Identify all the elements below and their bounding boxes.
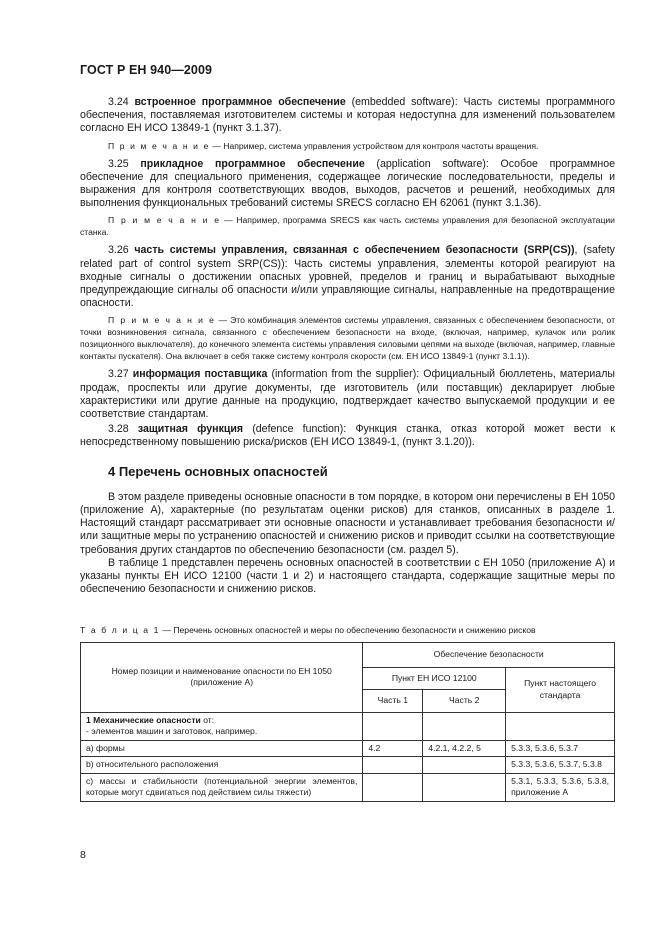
part-2-ref <box>423 757 506 774</box>
definition-3-25 <box>80 158 615 211</box>
table-row <box>81 773 615 801</box>
part-2-ref <box>423 773 506 801</box>
note-text: — Например, система управления устройством для контроля частоты вращения. <box>209 140 539 151</box>
definition-term: информация поставщика <box>132 368 268 381</box>
table-cell <box>423 712 506 740</box>
table-header-row <box>81 643 615 668</box>
header-part-2: Часть 2 <box>423 690 506 713</box>
definition-text: (embedded software): Часть системы программного обеспечения, поставляемая изготовителем системы и которая недоступна для изменений пользователем согласно ЕН ИСО 13849-1 (пункт 3.1.37). <box>80 96 615 135</box>
hazard-name: b) относительного расположения <box>81 757 363 774</box>
part-1-ref: 4.2 <box>363 740 423 757</box>
header-iso-12100: Пункт ЕН ИСО 12100 <box>363 667 506 690</box>
group-suffix: от: <box>200 714 215 725</box>
note-text: — Например, программа SRECS как часть системы управления для безопасной эксплуатации станка. <box>80 215 615 238</box>
standard-ref: 5.3.3, 5.3.6, 5.3.7, 5.3.8 <box>506 757 615 774</box>
definition-3-26 <box>80 244 615 310</box>
part-2-ref: 4.2.1, 4.2.2, 5 <box>423 740 506 757</box>
definition-text: (defence function): Функция станка, отказ которой может вести к непосредственному повышению риска/рисков (ЕН ИСО 13849-1, (пункт 3.1.20)). <box>80 423 615 449</box>
section-4-paragraph-2: В таблице 1 представлен перечень основных опасностей в соответствии с ЕН 1050 (приложение А) и указаны пункты ЕН ИСО 12100 (части 1 и 2) и настоящего стандарта, содержащие защитные меры по обеспечению безопасности и снижению рисков. <box>80 556 615 596</box>
group-subtitle: - элементов машин и заготовок, например. <box>86 726 258 736</box>
header-safety: Обеспечение безопасности <box>363 643 615 668</box>
table-cell <box>363 712 423 740</box>
header-this-standard: Пункт настоящего стандарта <box>506 667 615 712</box>
group-cell <box>81 712 363 740</box>
definition-number: 3.27 <box>108 368 129 381</box>
part-1-ref <box>363 757 423 774</box>
note-label: П р и м е ч а н и е <box>108 140 210 151</box>
table-caption <box>80 625 536 635</box>
definition-number: 3.24 <box>108 96 129 108</box>
definition-term: прикладное программное обеспечение <box>140 157 365 170</box>
definition-text: (information from the supplier): Официальный бюллетень, материалы продаж, проспекты или другие документы, где изготовитель (или поставщик) декларирует любые характеристики или другие данные на продукцию, подтверждает качество выпускаемой продукции и ее соответствие стандартам. <box>80 368 615 421</box>
definition-3-27 <box>80 368 615 421</box>
page-number: 8 <box>80 849 86 861</box>
note-3-25 <box>80 214 615 238</box>
standard-ref: 5.3.1, 5.3.3, 5.3.6, 5.3.8, приложение А <box>506 773 615 801</box>
hazard-name: a) формы <box>81 740 363 757</box>
header-part-1: Часть 1 <box>363 690 423 713</box>
part-1-ref <box>363 773 423 801</box>
page-body <box>80 94 615 596</box>
table-cell <box>506 712 615 740</box>
header-hazard: Номер позиции и наименование опасности по ЕН 1050 (приложение А) <box>81 643 363 713</box>
section-4-paragraph-1: В этом разделе приведены основные опасности в том порядке, в котором они перечислены в ЕН 1050 (приложение А), характерные (по результатам оценки рисков) для станков, описанных в разделе 1. Настоящий стандарт рассматривает эти основные опасности и устанавливает требования безопасности и/или защитные меры по устранению опасностей и снижению рисков и приводит ссылки на соответствующие требования других стандартов по обеспечению безопасности (см. раздел 5). <box>80 490 615 556</box>
definition-3-24 <box>80 96 615 136</box>
note-3-24 <box>80 140 615 152</box>
hazard-name: c) массы и стабильности (потенциальной энергии элементов, которые могут сдвигаться под действием силы тяжести) <box>81 773 363 801</box>
standard-ref: 5.3.3, 5.3.6, 5.3.7 <box>506 740 615 757</box>
note-3-26 <box>80 314 615 362</box>
definition-term: часть системы управления, связанная с обеспечением безопасности (SRP(CS)) <box>134 244 575 257</box>
table-row <box>81 740 615 757</box>
section-4-heading: 4 Перечень основных опасностей <box>108 463 328 479</box>
note-label: П р и м е ч а н и е <box>108 315 216 326</box>
definition-term: защитная функция <box>137 423 244 436</box>
definition-3-28 <box>80 423 615 449</box>
note-text: — Это комбинация элементов системы управления, связанных с обеспечением безопасности, от точки возникновения сигнала, связанного с обеспечением безопасности на входе, (включая, например, кулачок или ролик позиционного выключателя), до конечного элемента системы управления силовыми цепями на выходе (включая, например, главные контакты пускателя). Она включает в себя также систему контроля скорости (см. ЕН ИСО 13849-1 (пункт 3.1.1)). <box>80 315 615 362</box>
definition-number: 3.26 <box>108 244 129 257</box>
note-label: П р и м е ч а н и е <box>108 215 221 226</box>
hazards-table <box>80 642 615 802</box>
standard-header: ГОСТ Р ЕН 940—2009 <box>80 63 213 77</box>
definition-number: 3.25 <box>108 157 129 170</box>
group-title: 1 Механические опасности <box>86 714 201 725</box>
definition-text: , (safety related part of control system SRP(CS)): Часть системы управления, элементы которой реагируют на входные сигналы о достижении опасных уровней, пределов и границ и вырабатывают выходные предупреждающие сигналы об опасности и/или управляющие сигналы, направленные на предотвращение опасности. <box>80 244 615 310</box>
table-caption-label: Т а б л и ц а 1 <box>80 625 160 635</box>
table-row <box>81 757 615 774</box>
table-group-row <box>81 712 615 740</box>
definition-text: (application software): Особое программное обеспечение для специального применения, содержащее логические последовательности, пределы и выражения для контроля соответствующих вводов, выходов, расчетов и решений, необходимых для выполнения функциональных требований системы SRECS согласно ЕН 62061 (пункт 3.1.36). <box>80 157 615 210</box>
definition-number: 3.28 <box>108 423 129 436</box>
definition-term: встроенное программное обеспечение <box>134 96 346 108</box>
table-caption-text: — Перечень основных опасностей и меры по обеспечению безопасности и снижению рисков <box>159 625 536 635</box>
